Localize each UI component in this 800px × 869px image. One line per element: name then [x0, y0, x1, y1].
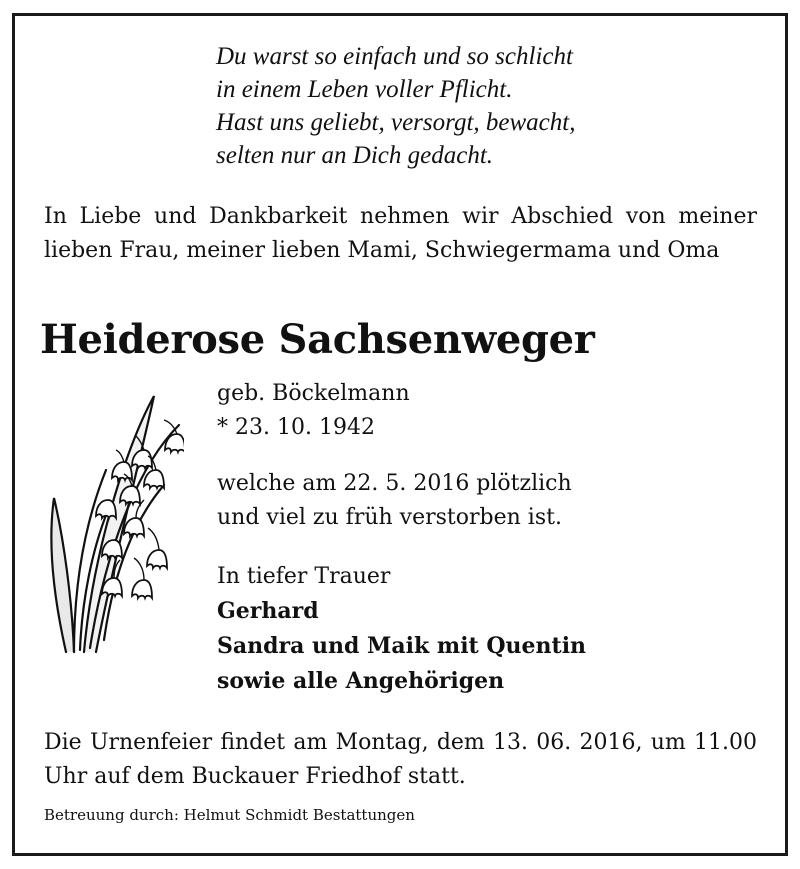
funeral-info: Die Urnenfeier findet am Montag, dem 13. 06. 2016, um 11.00 Uhr auf dem Buckauer Friedhof statt. — [44, 730, 757, 789]
birth-date: * 23. 10. 1942 — [217, 415, 375, 440]
poem-line: Du warst so einfach und so schlicht — [216, 43, 573, 70]
death-line: und viel zu früh verstorben ist. — [217, 505, 562, 530]
poem-line: Hast uns geliebt, versorgt, bewacht, — [216, 109, 576, 136]
birth-name: geb. Böckelmann — [217, 381, 410, 406]
death-line: welche am 22. 5. 2016 plötzlich — [217, 471, 572, 496]
undertaker-credit: Betreuung durch: Helmut Schmidt Bestattungen — [44, 806, 415, 824]
deceased-details — [217, 377, 586, 699]
memorial-poem — [216, 40, 575, 172]
poem-line: selten nur an Dich gedacht. — [216, 142, 494, 169]
lily-of-the-valley-illustration — [44, 390, 184, 660]
poem-line: in einem Leben voller Pflicht. — [216, 76, 513, 103]
mourner-name: Sandra und Maik mit Quentin — [217, 633, 587, 659]
mourner-name: Gerhard — [217, 598, 319, 624]
mourning-heading: In tiefer Trauer — [217, 564, 391, 589]
deceased-name: Heiderose Sachsenweger — [40, 316, 595, 363]
mourner-name: sowie alle Angehörigen — [217, 668, 505, 694]
farewell-intro: In Liebe und Dankbarkeit nehmen wir Abschied von meiner lieben Frau, meiner lieben Mami, Schwiegermama und Oma — [44, 204, 757, 263]
